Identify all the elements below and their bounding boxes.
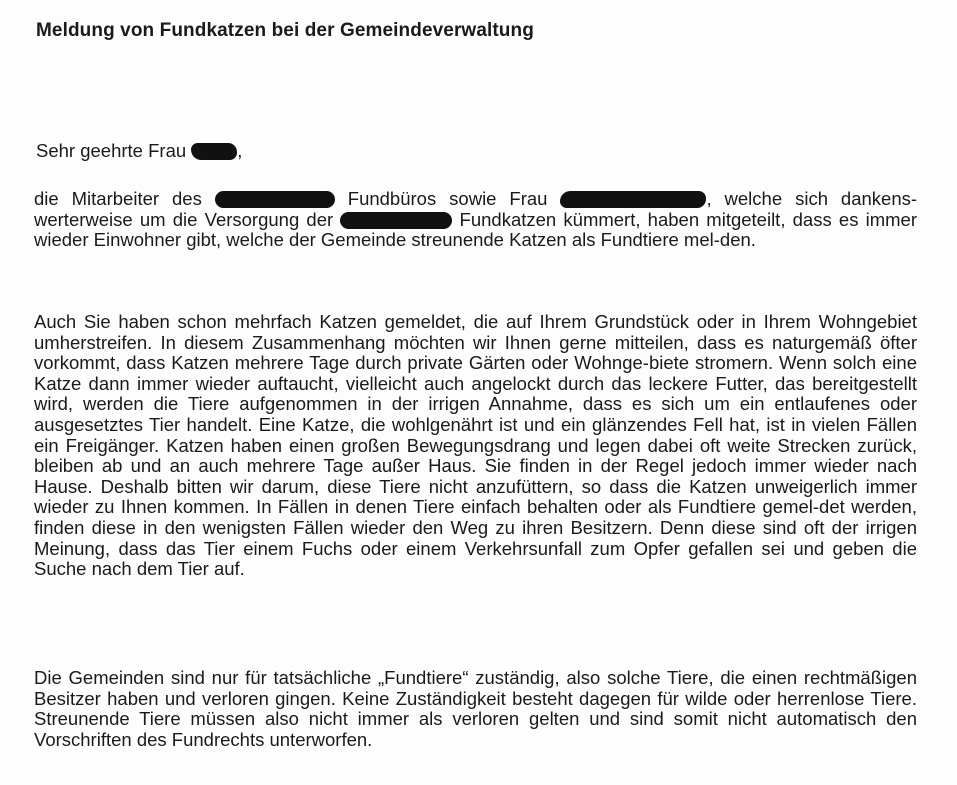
paragraph-main: Auch Sie haben schon mehrfach Katzen gemeldet, die auf Ihrem Grundstück oder in Ihrem Wohngebiet umherstreifen. In diesem Zusammenhang möchten wir Ihnen gerne mitteilen, dass es naturgemäß öfter vorkommt, dass Katzen mehrere Tage durch private Gärten oder Wohnge-biete stromern. Wenn solch eine Katze dann immer wieder auftaucht, vielleicht auch angelockt durch das leckere Futter, das bereitgestellt wird, werden die Tiere aufgenommen in der irrigen Annahme, dass es sich um ein entlaufenes oder ausgesetztes Tier handelt. Eine Katze, die wohlgenährt ist und ein glänzendes Fell hat, ist in vielen Fällen ein Freigänger. Katzen haben einen großen Bewegungsdrang und legen dabei oft weite Strecken zurück, bleiben ab und an auch mehrere Tage außer Haus. Sie finden in der Regel jedoch immer wieder nach Hause. Deshalb bitten wir darum, diese Tiere nicht anzufüttern, so dass die Katzen unweigerlich immer wieder zu Ihnen kommen. In Fällen in denen Tiere einfach behalten oder als Fundtiere gemel-det werden, finden diese in den wenigsten Fällen wieder den Weg zu ihren Besitzern. Denn diese sind oft der irrigen Meinung, dass das Tier einem Fuchs oder einem Verkehrsunfall zum Opfer gefallen sei und geben die Suche nach dem Tier auf. bbox=[34, 311, 917, 580]
redacted-person-name bbox=[560, 191, 706, 208]
salutation-text: Sehr geehrte Frau bbox=[36, 140, 187, 161]
paragraph-intro-part3: , welche sich dankens-werterweise um die Versorgung der bbox=[34, 188, 918, 230]
paragraph-intro-part1: die Mitarbeiter des bbox=[34, 188, 202, 209]
salutation-comma: , bbox=[237, 140, 243, 161]
paragraph-conclusion: Die Gemeinden sind nur für tatsächliche „Fundtiere“ zuständig, also solche Tiere, die einen rechtmäßigen Besitzer haben und verloren gingen. Keine Zuständigkeit besteht dagegen für wilde oder herrenlose Tiere. Streunende Tiere müssen also nicht immer als verloren gelten und sind somit nicht automatisch den Vorschriften des Fundrechts unterworfen. bbox=[34, 667, 917, 750]
redacted-place bbox=[340, 212, 452, 229]
document-title: Meldung von Fundkatzen bei der Gemeindeverwaltung bbox=[36, 20, 534, 41]
salutation bbox=[36, 140, 242, 162]
paragraph-intro-part2: Fundbüros sowie Frau bbox=[347, 188, 548, 209]
paragraph-intro bbox=[34, 189, 917, 251]
redacted-name bbox=[191, 143, 237, 160]
redacted-organization bbox=[215, 191, 335, 208]
paragraph-intro-part4: Fundkatzen kümmert, haben mitgeteilt, dass es immer wieder Einwohner gibt, welche der Gemeinde streunende Katzen als Fundtiere mel-den. bbox=[34, 208, 917, 251]
